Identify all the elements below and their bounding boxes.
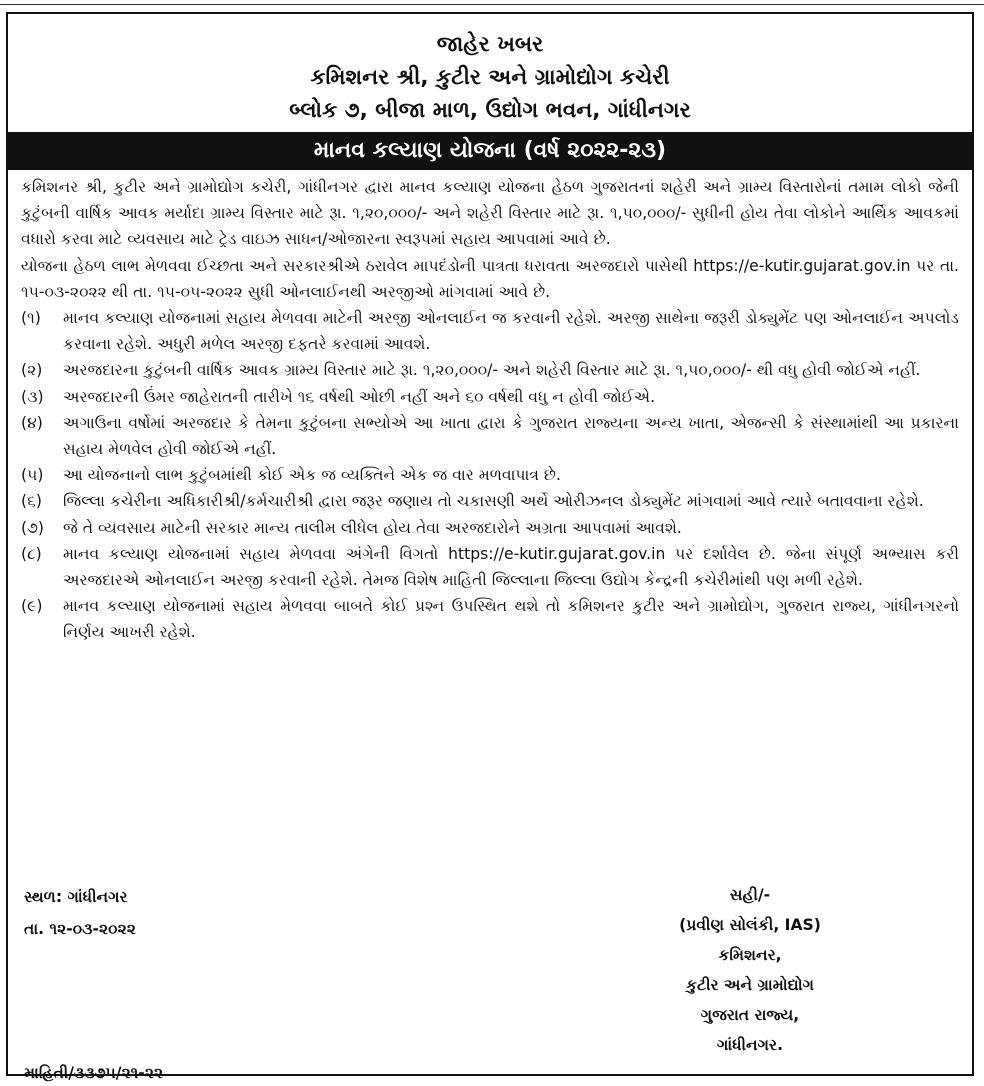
notice-body [21,174,959,646]
condition-item [21,410,959,462]
condition-item [21,462,959,488]
condition-text: અરજદારની ઉંમર જાહેરાતની તારીખે ૧૬ વર્ષથી ઓછી નહીં અને ૬૦ વર્ષથી વધુ ન હોવી જોઈએ. [63,387,656,406]
scheme-banner: માનવ કલ્યાણ યોજના (વર્ષ ૨૦૨૨-૨૩) [8,132,972,170]
condition-item [21,593,959,645]
signatory-name: (પ્રવીણ સોલંકી, IAS) [679,916,821,934]
condition-number: (૪) [21,413,43,432]
signatory-office: કુટીર અને ગ્રામોદ્યોગ [686,976,814,994]
condition-number: (૨) [21,361,43,380]
signatory-state: ગુજરાત રાજ્ય, [700,1006,800,1024]
office-address: બ્લોક ૭, બીજા માળ, ઉદ્યોગ ભવન, ગાંધીનગર [289,98,691,123]
condition-text: આ યોજનાનો લાભ કુટુંબમાંથી કોઈ એક જ વ્યક્તિને એક જ વાર મળવાપાત્ર છે. [63,466,561,485]
signature-mark: સહી/- [729,886,771,904]
condition-text: માનવ કલ્યાણ યોજનામાં સહાય મેળવવા માટેની અરજી ઓનલાઈન જ કરવાની રહેશે. અરજી સાથેના જરૂરી ડોક્યુમેંટ પણ ઓનલાઈન અપલોડ કરવાના રહેશે. અધુરી મળેલ અરજી દફતરે કરવામાં આવશે. [63,309,959,354]
condition-item [21,515,959,541]
condition-item [21,384,959,410]
intro-paragraph: કમિશનર શ્રી, કુટીર અને ગ્રામોદ્યોગ કચેરી, ગાંધીનગર દ્વારા માનવ કલ્યાણ યોજના હેઠળ ગુજરાતનાં શહેરી અને ગ્રામ્ય વિસ્તારોનાં તમામ લોકો જેની કુટુંબની વાર્ષિક આવક મર્યાદા ગ્રામ્ય વિસ્તાર માટે રૂા. ૧,૨૦,૦૦૦/- અને શહેરી વિસ્તાર માટે રૂા. ૧,૫૦,૦૦૦/- સુધીની હોય તેવા લોકોને આર્થિક આવકમાં વધારો કરવા માટે વ્યવસાય માટે ટ્રેડ વાઇઝ સાધન/ઓજારના સ્વરૂપમાં સહાય આપવામાં આવે છે. [21,178,959,249]
condition-text: અરજદારના કુટુંબની વાર્ષિક આવક ગ્રામ્ય વિસ્તાર માટે રૂા. ૧,૨૦,૦૦૦/- અને શહેરી વિસ્તાર માટે રૂા. ૧,૫૦,૦૦૦/- થી વધુ હોવી જોઈએ નહીં. [63,361,921,380]
condition-item [21,305,959,357]
date-label: તા. ૧૨-૦૩-૨૦૨૨ [24,920,136,938]
notice-header [8,28,972,127]
top-rule [0,4,984,5]
condition-text: જિલ્લા કચેરીના અધિકારીશ્રી/કર્મચારીશ્રી દ્વારા જરૂર જણાય તો ચકાસણી અર્થે ઓરીઝનલ ડોક્યુમેંટ માંગવામાં આવે ત્યારે બતાવવાના રહેશે. [63,492,924,511]
condition-text: અગાઉના વર્ષોમાં અરજદાર કે તેમના કુટુંબના સભ્યોએ આ ખાતા દ્વારા કે ગુજરાત રાજ્યના અન્ય ખાતા, એજન્સી કે સંસ્થામાંથી આ પ્રકારના સહાય મેળવેલ હોવી જોઈએ નહીં. [63,413,959,459]
office-name: કમિશનર શ્રી, કુટીર અને ગ્રામોદ્યોગ કચેરી [310,65,670,90]
place-label: સ્થળ: ગાંધીનગર [24,888,128,906]
reference-number: માહિતી/૩૩૭૫/૨૧-૨૨ [24,1064,164,1082]
signatory-city: ગાંધીનગર. [716,1036,783,1054]
condition-text: જે તે વ્યવસાય માટેની સરકાર માન્ય તાલીમ લીધેલ હોય તેવા અરજદારોને અગ્રતા આપવામાં આવશે. [63,518,682,537]
application-paragraph: યોજના હેઠળ લાભ મેળવવા ઈચ્છતા અને સરકારશ્રીએ ઠરાવેલ માપદંડોની પાત્રતા ધરાવતા અરજદારો પાસેથી https://e-kutir.gujarat.gov.in પર તા. ૧૫-૦૩-૨૦૨૨ થી તા. ૧૫-૦૫-૨૦૨૨ સુધી ઓનલાઈનથી અરજીઓ માંગવામાં આવે છે. [21,256,959,301]
condition-text: માનવ કલ્યાણ યોજનામાં સહાય મેળવવા બાબતે કોઈ પ્રશ્ન ઉપસ્થિત થશે તો કમિશનર કુટીર અને ગ્રામોદ્યોગ, ગુજરાત રાજ્ય, ગાંધીનગરનો નિર્ણય આખરી રહેશે. [63,597,959,642]
signature-block [620,880,880,1060]
condition-number: (૭) [21,518,45,537]
condition-number: (૯) [21,597,43,616]
condition-number: (૧) [21,309,41,328]
condition-number: (૩) [21,387,44,406]
condition-item [21,357,959,383]
condition-item [21,488,959,514]
condition-text: માનવ કલ્યાણ યોજનામાં સહાય મેળવવા અંગેની વિગતો https://e-kutir.gujarat.gov.in પર દર્શાવેલ છે. જેના સંપૂર્ણ અભ્યાસ કરી અરજદારએ ઓનલાઈન અરજી કરવાની રહેશે. તેમજ વિશેષ માહિતી જિલ્લાના જિલ્લા ઉદ્યોગ કેન્દ્રની કચેરીમાંથી પણ મળી રહેશે. [63,544,959,590]
condition-number: (૫) [21,466,44,485]
condition-number: (૬) [21,492,42,511]
notice-frame [6,12,974,1082]
condition-number: (૮) [21,544,42,563]
notice-title: જાહેર ખબર [436,32,544,57]
signatory-designation: કમિશનર, [718,946,782,964]
condition-item [21,541,959,593]
